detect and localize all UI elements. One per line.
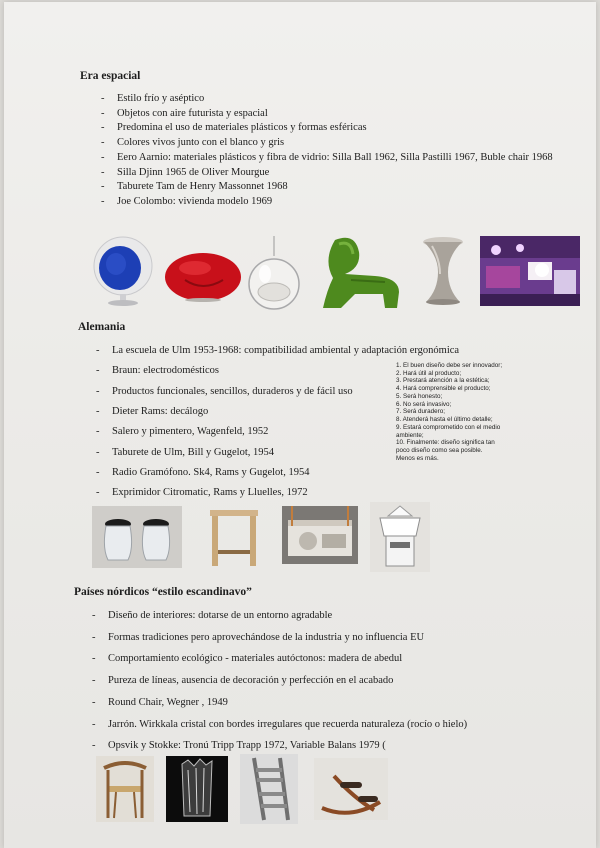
list-item: - Exprimidor Citromatic, Rams y Lluelles, 1972 bbox=[96, 486, 566, 499]
decalogue-line: 8. Atenderá hasta el último detalle; bbox=[396, 416, 493, 424]
list-item: - Eero Aarnio: materiales plásticos y fibra de vidrio: Silla Ball 1962, Silla Pastilli 1967, Buble chair 1968 bbox=[101, 151, 571, 164]
list-item: - Taburete de Ulm, Bill y Gugelot, 1954 bbox=[96, 446, 566, 459]
decalogue-line: 1. El buen diseño debe ser innovador; bbox=[396, 362, 503, 369]
tripp-trapp-chair-image bbox=[240, 754, 298, 824]
round-chair-image bbox=[96, 756, 154, 822]
ulm-stool-image bbox=[204, 506, 264, 568]
paises-nordicos-list bbox=[92, 609, 582, 761]
tam-stool-image bbox=[420, 236, 466, 306]
list-item: - Comportamiento ecológico - materiales autóctonos: madera de abedul bbox=[92, 652, 582, 665]
colombo-interior-image bbox=[480, 236, 580, 306]
list-item: - Colores vivos junto con el blanco y gris bbox=[101, 136, 571, 149]
list-item: - Pureza de líneas, ausencia de decoración y perfección en el acabado bbox=[92, 674, 582, 687]
list-item: - Jarrón. Wirkkala cristal con bordes irregulares que recuerda naturaleza (rocío o hielo) bbox=[92, 718, 582, 731]
list-item: - Taburete Tam de Henry Massonnet 1968 bbox=[101, 180, 571, 193]
decalogue-line: 10. Finalmente: diseño significa tan bbox=[396, 439, 495, 447]
rams-decalogue bbox=[396, 362, 546, 463]
ball-chair-image bbox=[92, 234, 154, 308]
decalogue-line: 2. Hará útil al producto; bbox=[396, 369, 462, 377]
list-item: - Diseño de interiores: dotarse de un entorno agradable bbox=[92, 609, 582, 622]
sk4-radio-image bbox=[282, 506, 358, 564]
decalogue-line: ambiente; bbox=[396, 431, 424, 439]
decalogue-line: poco diseño como sea posible. bbox=[396, 447, 483, 455]
section-title-paises-nordicos: Países nórdicos “estilo escandinavo” bbox=[74, 586, 252, 598]
list-item: - Predomina el uso de materiales plásticos y formas esféricas bbox=[101, 121, 571, 134]
list-item: - Objetos con aire futurista y espacial bbox=[101, 107, 571, 120]
section-title-alemania: Alemania bbox=[78, 321, 126, 333]
djinn-chair-image bbox=[315, 234, 403, 312]
list-item: - Joe Colombo: vivienda modelo 1969 bbox=[101, 195, 571, 208]
balans-chair-image bbox=[314, 758, 388, 820]
decalogue-line: 3. Prestará atención a la estética; bbox=[396, 377, 490, 385]
list-item: - Productos funcionales, sencillos, duraderos y de fácil uso bbox=[96, 385, 566, 398]
list-item: - Opsvik y Stokke: Tronú Tripp Trapp 1972, Variable Balans 1979 ( bbox=[92, 739, 582, 752]
decalogue-line: Menos es más. bbox=[396, 454, 439, 462]
decalogue-line: 7. Será duradero; bbox=[396, 408, 446, 416]
era-espacial-list bbox=[101, 92, 571, 210]
citromatic-juicer-image bbox=[370, 502, 430, 572]
decalogue-line: 4. Hará comprensible el producto; bbox=[396, 385, 491, 393]
list-item: - Braun: electrodomésticos bbox=[96, 364, 566, 377]
section-title-era-espacial: Era espacial bbox=[80, 70, 141, 82]
list-item: - La escuela de Ulm 1953-1968: compatibilidad ambiental y adaptación ergonómica bbox=[96, 344, 566, 357]
list-item: - Silla Djinn 1965 de Oliver Mourgue bbox=[101, 166, 571, 179]
bubble-chair-image bbox=[247, 236, 301, 314]
list-item: - Formas tradiciones pero aprovechándose de la industria y no influencia EU bbox=[92, 631, 582, 644]
list-item: - Estilo frío y aséptico bbox=[101, 92, 571, 105]
decalogue-line: 6. No será invasivo; bbox=[396, 400, 452, 408]
list-item: - Dieter Rams: decálogo bbox=[96, 405, 566, 418]
list-item: - Salero y pimentero, Wagenfeld, 1952 bbox=[96, 425, 566, 438]
list-item: - Radio Gramófono. Sk4, Rams y Gugelot, 1954 bbox=[96, 466, 566, 479]
wirkkala-vase-image bbox=[166, 756, 228, 822]
list-item: - Round Chair, Wegner , 1949 bbox=[92, 696, 582, 709]
salt-pepper-shakers-image bbox=[92, 506, 182, 568]
pastilli-chair-image bbox=[163, 250, 243, 304]
decalogue-line: 9. Estará comprometido con el medio bbox=[396, 423, 501, 431]
decalogue-line: 5. Será honesto; bbox=[396, 392, 443, 400]
